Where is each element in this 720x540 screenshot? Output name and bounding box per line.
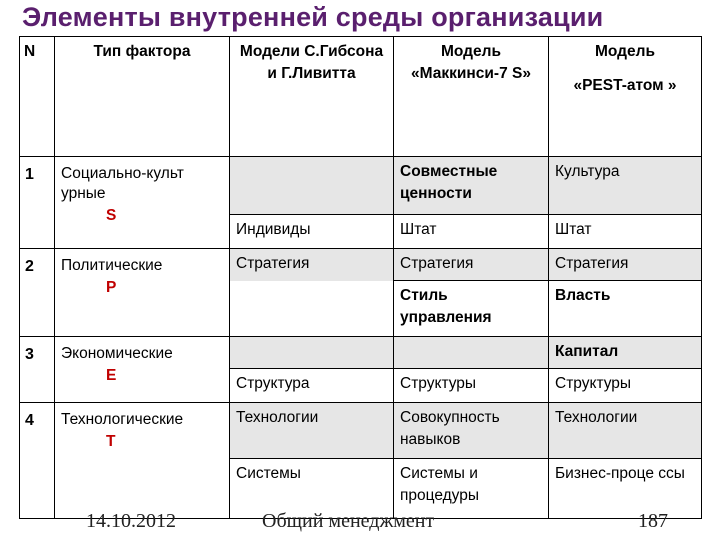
factor-letter: T [106, 433, 116, 450]
factor-cell [55, 249, 230, 337]
pest-cell: Технологии [549, 403, 702, 459]
header-pest-line1: Модель [594, 43, 655, 60]
header-row [20, 37, 702, 157]
header-mckinsey: Модель «Маккинси-7 S» [394, 37, 549, 157]
table-row [20, 403, 702, 459]
table-row [20, 157, 702, 215]
row-number: 1 [20, 157, 55, 249]
footer-page-number: 187 [638, 510, 668, 532]
gibson-cell: Стратегия [230, 249, 394, 281]
factor-name: Технологические [61, 411, 184, 428]
mckinsey-cell: Стиль управления [394, 281, 549, 337]
factor-cell [55, 157, 230, 249]
header-factor: Тип фактора [55, 37, 230, 157]
mckinsey-cell [394, 337, 549, 369]
factor-name: Социально-культ урные [61, 165, 184, 202]
pest-cell: Капитал [549, 337, 702, 369]
table-row [20, 249, 702, 281]
table-row [20, 337, 702, 369]
gibson-cell: Технологии [230, 403, 394, 459]
factor-letter: E [106, 367, 117, 384]
pest-cell: Штат [549, 215, 702, 249]
row-number: 2 [20, 249, 55, 337]
factor-letter: S [106, 207, 117, 224]
pest-cell: Власть [549, 281, 702, 337]
mckinsey-cell: Штат [394, 215, 549, 249]
factor-cell [55, 337, 230, 403]
pest-cell: Структуры [549, 369, 702, 403]
mckinsey-cell: Совокупность навыков [394, 403, 549, 459]
gibson-cell [230, 281, 394, 337]
gibson-cell: Индивиды [230, 215, 394, 249]
mckinsey-cell: Совместные ценности [394, 157, 549, 215]
factor-letter: P [106, 279, 117, 296]
page-title: Элементы внутренней среды организации [22, 2, 604, 32]
header-pest [549, 37, 702, 157]
gibson-cell: Структура [230, 369, 394, 403]
mckinsey-cell: Структуры [394, 369, 549, 403]
header-gibson: Модели С.Гибсона и Г.Ливитта [230, 37, 394, 157]
header-pest-line2: «PEST-атом » [573, 77, 677, 94]
factor-name: Экономические [61, 345, 173, 362]
gibson-cell [230, 157, 394, 215]
gibson-cell [230, 337, 394, 369]
footer-subject: Общий менеджмент [262, 510, 435, 532]
row-number: 3 [20, 337, 55, 403]
internal-environment-table [19, 36, 702, 519]
mckinsey-cell: Стратегия [394, 249, 549, 281]
row-number: 4 [20, 403, 55, 519]
factor-cell [55, 403, 230, 519]
gibson-cell: Системы [230, 459, 394, 519]
footer-date: 14.10.2012 [86, 510, 176, 532]
pest-cell: Бизнес-проце ссы [549, 459, 702, 519]
header-n: N [20, 37, 55, 157]
mckinsey-cell: Системы и процедуры [394, 459, 549, 519]
pest-cell: Стратегия [549, 249, 702, 281]
factor-name: Политические [61, 257, 163, 274]
pest-cell: Культура [549, 157, 702, 215]
